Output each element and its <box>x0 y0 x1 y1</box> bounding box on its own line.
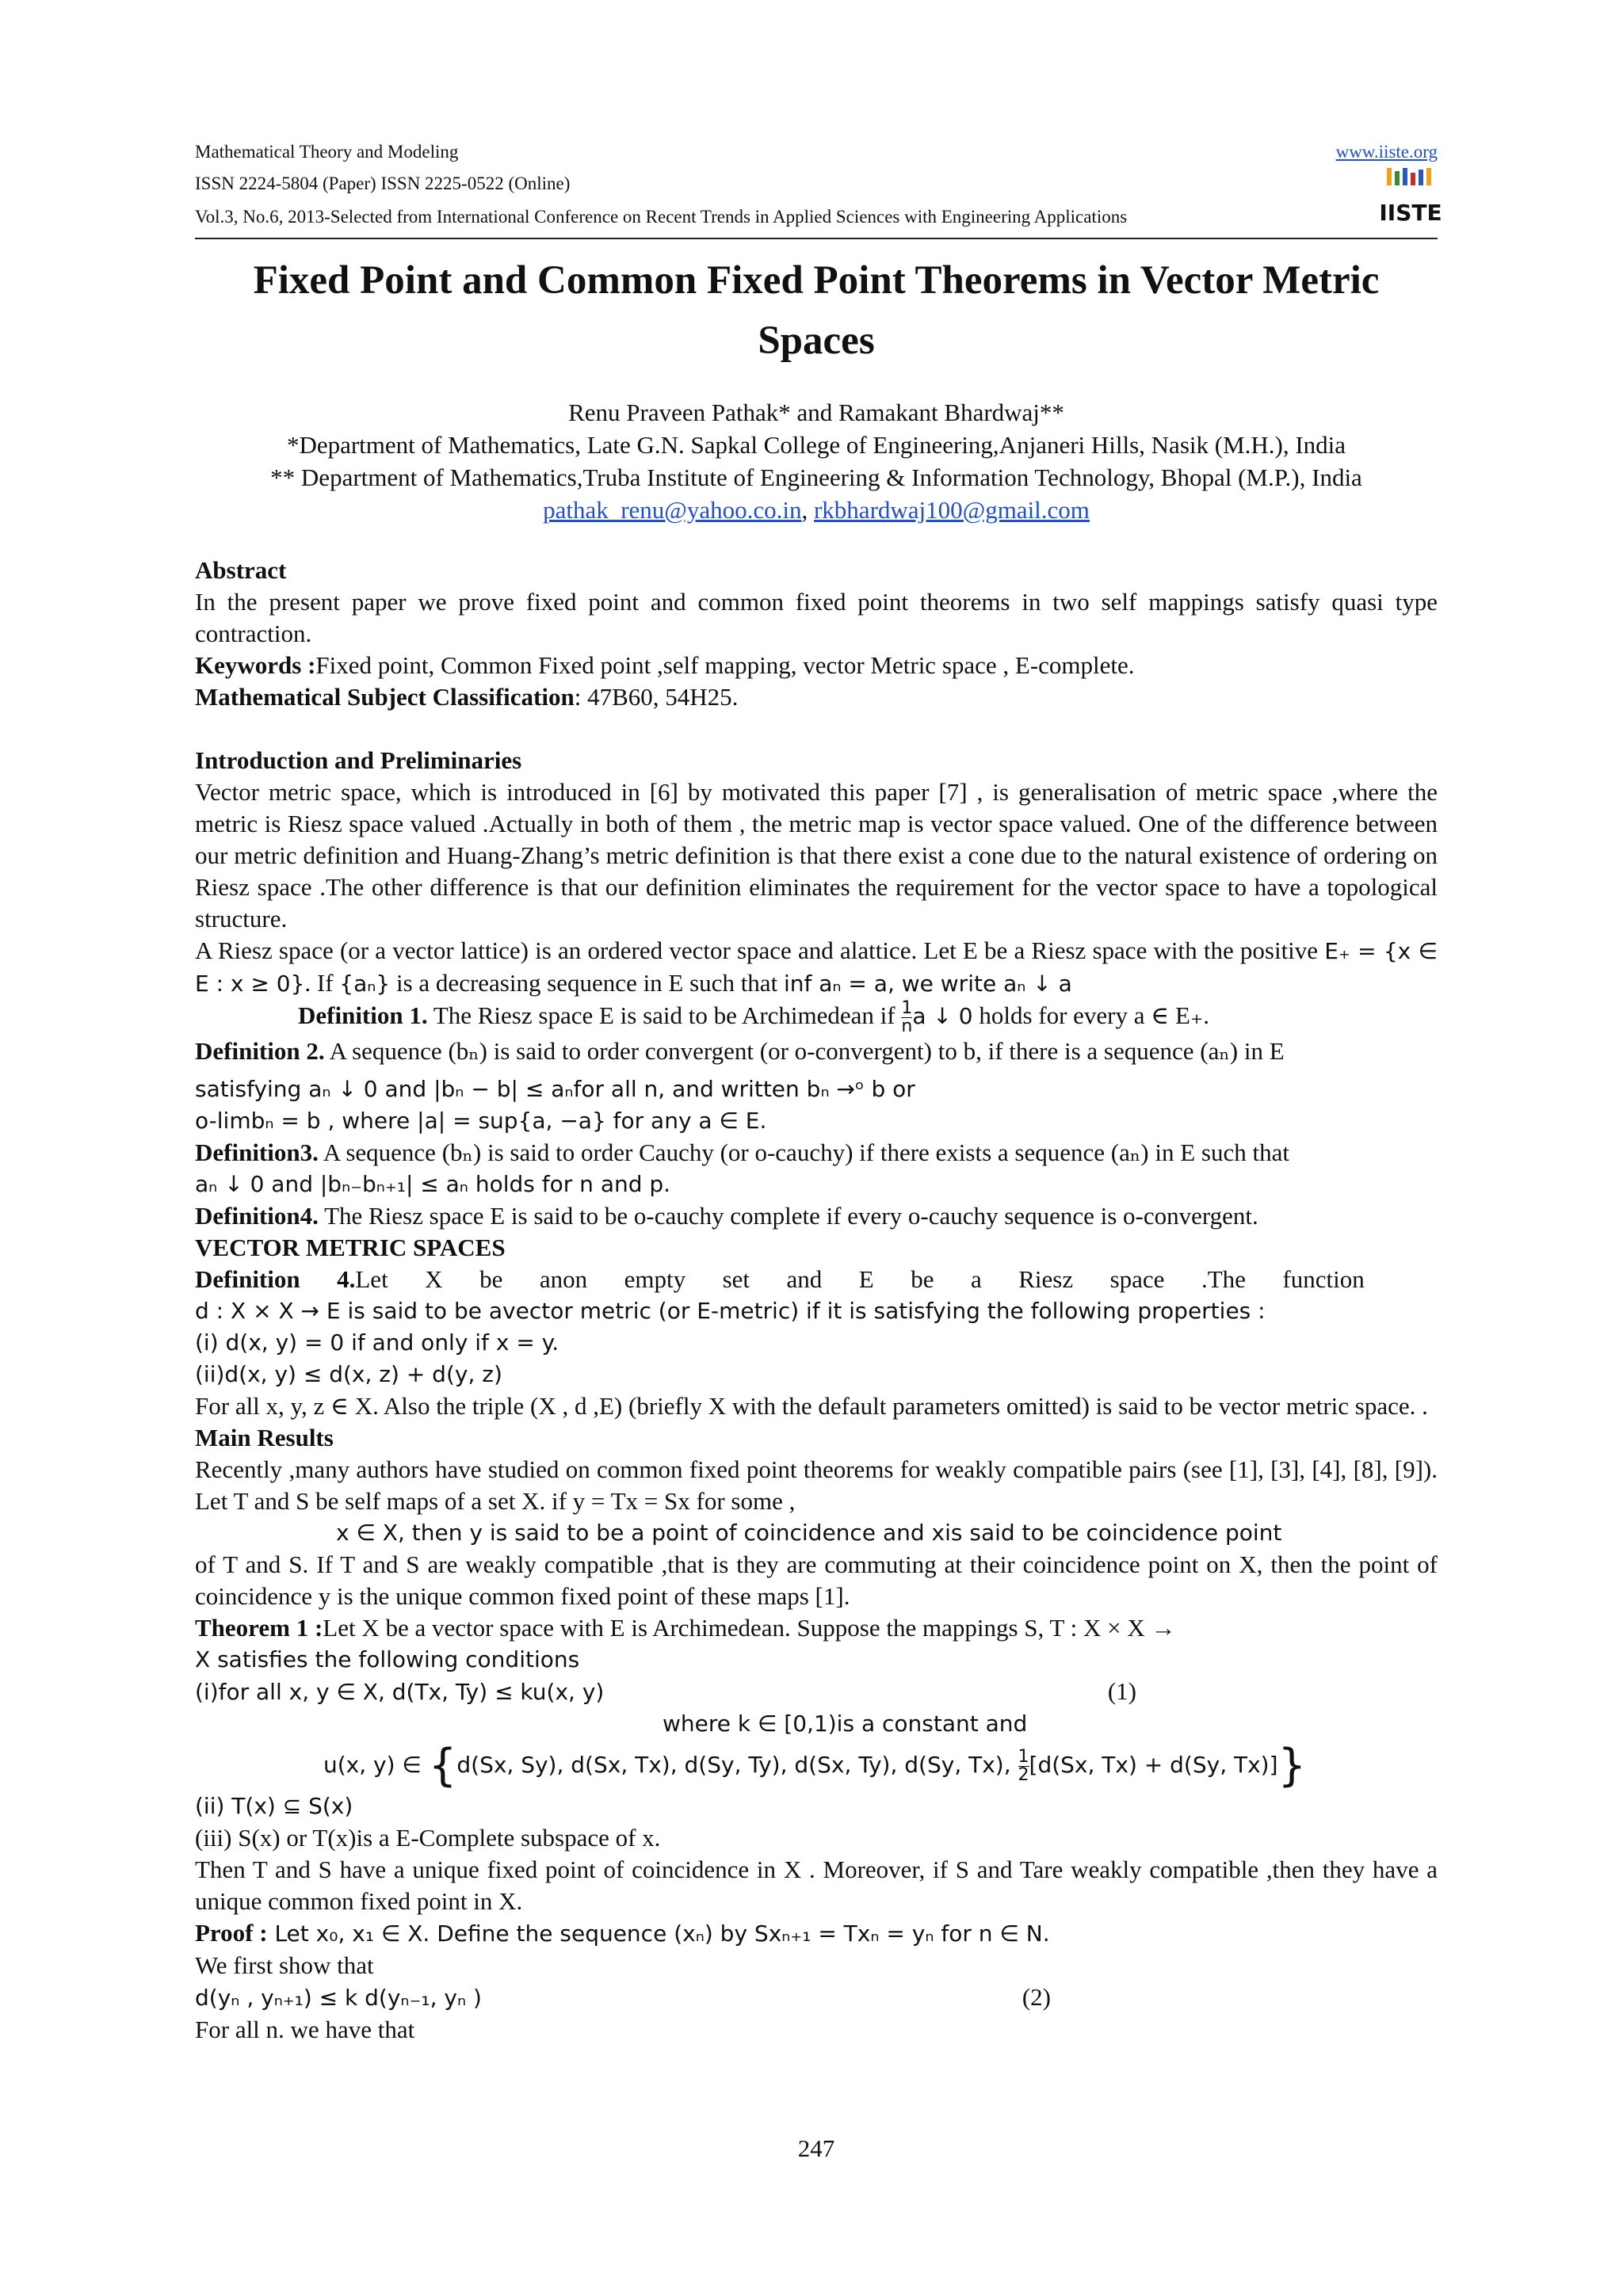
first-show: We first show that <box>195 1951 374 1980</box>
for-all-n: For all n. we have that <box>195 2016 415 2044</box>
keywords-line <box>195 650 1438 681</box>
affiliation-2: ** Department of Mathematics,Truba Institute of Engineering & Information Technology, Bhopal (M.P.), India <box>270 463 1362 491</box>
keywords-text: Fixed point, Common Fixed point ,self mapping, vector Metric space , E-complete. <box>315 651 1135 679</box>
definition-1: Definition 1. The Riesz space E is said to be Archimedean if $\frac{1}{n}$ a ↓ 0 holds for every a ∈ E₊. <box>298 998 1209 1037</box>
equation-number-2: (2) <box>1022 1983 1051 2012</box>
header-rule <box>195 238 1438 239</box>
abstract-heading: Abstract <box>195 556 287 584</box>
msc-label: Mathematical Subject Classification <box>195 683 575 711</box>
msc-line <box>195 681 1438 713</box>
u-definition: u(x, y) ∈ {d(Sx, Sy), d(Sx, Tx), d(Sy, Ty), d(Sx, Ty), d(Sy, Tx), $\frac{1}{2}$ [d(Sx, Tx) + d(Sy, Tx)]} <box>323 1740 1307 1792</box>
main-paragraph-1c: of T and S. If T and S are weakly compatible ,that is they are commuting at their coincidence point on X, then the point of coincidence y is the unique common fixed point of these maps [1]. <box>195 1550 1438 1611</box>
intro-paragraph-2: A Riesz space (or a vector lattice) is an ordered vector space and alattice. Let E be a Riesz space with the positive E₊ = {x ∈ E : x ≥ 0}. If {aₙ} is a decreasing sequence in E such that inf aₙ = a, we write aₙ ↓ a <box>195 936 1438 997</box>
abstract-text: In the present paper we prove fixed point and common fixed point theorems in two self mappings satisfy quasi type contraction. <box>195 588 1438 647</box>
author-block <box>195 396 1438 526</box>
msc-text: : 47B60, 54H25. <box>574 683 739 711</box>
main-paragraph-1b: x ∈ X, then y is said to be a point of coincidence and xis said to be coincidence point <box>336 1520 1282 1547</box>
definition-3-line-2: aₙ ↓ 0 and |bₙ₋bₙ₊₁| ≤ aₙ holds for n and p. <box>195 1171 671 1198</box>
email-link-1[interactable]: pathak_renu@yahoo.co.in <box>543 496 802 524</box>
definition-4: Definition4. The Riesz space E is said to be o-cauchy complete if every o-cauchy sequence is o-convergent. <box>195 1202 1258 1230</box>
theorem-conclusion: Then T and S have a unique fixed point of coincidence in X . Moreover, if S and Tare weakly compatible ,then they have a unique common fixed point in X. <box>195 1855 1438 1916</box>
theorem-1-line-2: X satisfies the following conditions <box>195 1646 580 1673</box>
author-names: Renu Praveen Pathak* and Ramakant Bhardwaj** <box>568 399 1064 426</box>
condition-3: (iii) S(x) or T(x)is a E-Complete subspace of x. <box>195 1824 661 1852</box>
issn-line: ISSN 2224-5804 (Paper) ISSN 2225-0522 (Online) <box>195 174 571 193</box>
vector-metric-line-2: d : X × X → E is said to be avector metric (or E-metric) if it is satisfying the following properties : <box>195 1298 1266 1325</box>
keywords-label: Keywords : <box>195 651 316 679</box>
vector-metric-heading: VECTOR METRIC SPACES <box>195 1234 506 1262</box>
volume-line: Vol.3, No.6, 2013-Selected from International Conference on Recent Trends in Applied Sciences with Engineering Applications <box>195 207 1128 227</box>
definition-2-line-2: satisfying aₙ ↓ 0 and |bₙ − b| ≤ aₙfor all n, and written bₙ →ᵒ b or <box>195 1076 915 1103</box>
where-clause: where k ∈ [0,1)is a constant and <box>663 1711 1028 1737</box>
emails <box>195 494 1438 526</box>
intro-paragraph-1: Vector metric space, which is introduced in [6] by motivated this paper [7] , is generalisation of metric space ,where the metric is Riesz space valued .Actually in both of them , the metric map is vector space valued. One of the difference between our metric definition and Huang-Zhang’s metric definition is that there exist a cone due to the natural existence of ordering on Riesz space .The other difference is that our definition eliminates the requirement for the vector space to have a topological structure. <box>195 778 1438 933</box>
theorem-1: Theorem 1 :Let X be a vector space with E is Archimedean. Suppose the mappings S, T : X × X → <box>195 1614 1176 1642</box>
definition-3: Definition3. A sequence (bₙ) is said to order Cauchy (or o-cauchy) if there exists a sequence (aₙ) in E such that <box>195 1138 1289 1167</box>
vector-metric-definition: Definition 4.Let X be anon empty set and E be a Riesz space .The function <box>195 1265 1365 1294</box>
equation-2: d(yₙ , yₙ₊₁) ≤ k d(yₙ₋₁, yₙ ) <box>195 1985 482 2012</box>
page-number: 247 <box>797 2134 835 2162</box>
email-separator: , <box>801 496 814 524</box>
journal-header <box>195 136 1438 168</box>
iiste-logo <box>1379 168 1442 228</box>
condition-2: (ii) T(x) ⊆ S(x) <box>195 1793 353 1820</box>
affiliation-1: *Department of Mathematics, Late G.N. Sapkal College of Engineering,Anjaneri Hills, Nasik (M.H.), India <box>286 431 1346 459</box>
condition-1-row <box>195 1676 1438 1708</box>
email-link-2[interactable]: rkbhardwaj100@gmail.com <box>813 496 1090 524</box>
property-2: (ii)d(x, y) ≤ d(x, z) + d(y, z) <box>195 1361 502 1388</box>
paper-body <box>195 555 1438 2046</box>
equation-2-row <box>195 1981 1438 2014</box>
intro-heading: Introduction and Preliminaries <box>195 746 522 774</box>
definition-2-line-3: o-limbₙ = b , where |a| = sup{a, −a} for any a ∈ E. <box>195 1108 767 1135</box>
journal-url-link[interactable]: www.iiste.org <box>1335 142 1438 162</box>
condition-1: (i)for all x, y ∈ X, d(Tx, Ty) ≤ ku(x, y) <box>195 1679 605 1706</box>
equation-number-1: (1) <box>1107 1677 1136 1706</box>
logo-text: IISTE <box>1379 200 1442 226</box>
main-paragraph-1: Recently ,many authors have studied on common fixed point theorems for weakly compatible pairs (see [1], [3], [4], [8], [9]). Let T and S be self maps of a set X. if y = Tx = Sx for some , <box>195 1455 1438 1516</box>
main-results-heading: Main Results <box>195 1424 334 1452</box>
property-1: (i) d(x, y) = 0 if and only if x = y. <box>195 1329 559 1356</box>
proof-line: Proof : Let x₀, x₁ ∈ X. Define the sequence (xₙ) by Sxₙ₊₁ = Txₙ = yₙ for n ∈ N. <box>195 1919 1050 1947</box>
journal-name: Mathematical Theory and Modeling <box>195 142 459 162</box>
definition-2: Definition 2. A sequence (bₙ) is said to order convergent (or o-convergent) to b, if there is a sequence (aₙ) in E <box>195 1037 1285 1066</box>
paper-title: Fixed Point and Common Fixed Point Theorems in Vector Metric Spaces <box>253 258 1380 363</box>
vector-metric-tail: For all x, y, z ∈ X. Also the triple (X , d ,E) (briefly X with the default parameters omitted) is said to be vector metric space. . <box>195 1392 1428 1421</box>
